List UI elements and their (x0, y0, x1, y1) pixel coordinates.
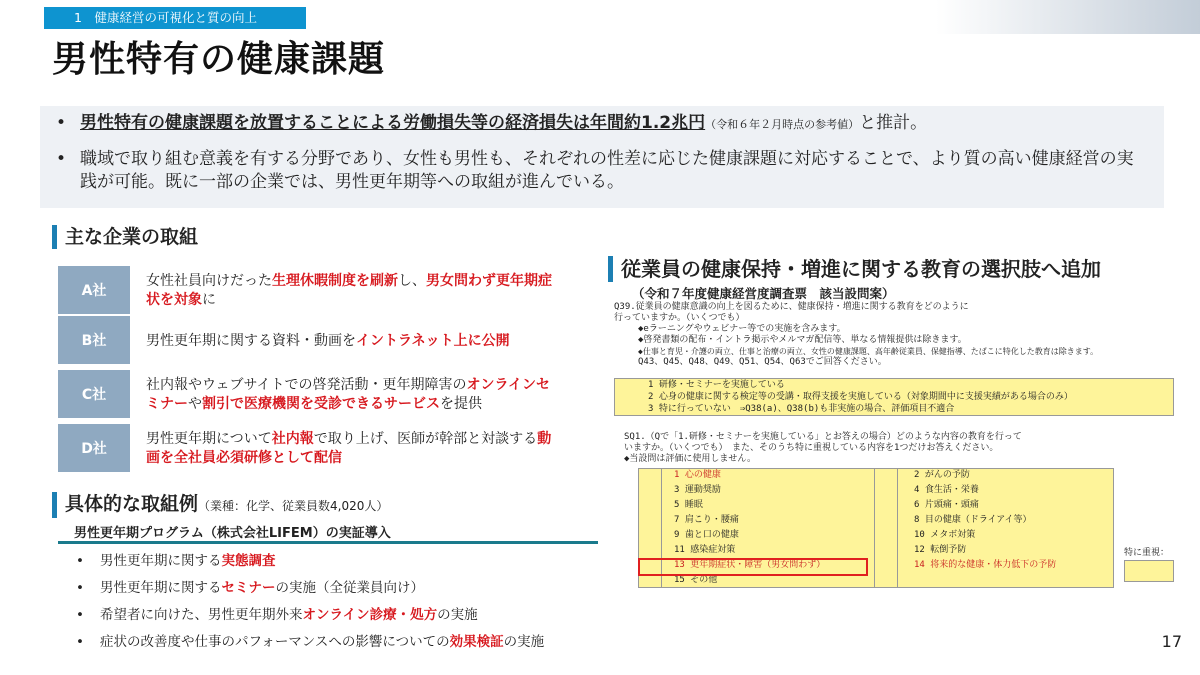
example-item-2: • 男性更年期に関するセミナーの実施（全従業員向け） (76, 580, 424, 596)
question-line: Q39.従業員の健康意識の向上を図るために、健康保持・増進に関する教育をどのように (614, 302, 969, 312)
answer-item-right: 12 転倒予防 (914, 545, 967, 555)
highlight-text: イントラネット上に公開 (356, 332, 510, 349)
program-title: 男性更年期プログラム（株式会社LIFEM）の実証導入 (74, 526, 391, 541)
answer-item-left: 7 肩こり・腰痛 (674, 515, 739, 525)
example-item-3: • 希望者に向けた、男性更年期外来オンライン診療・処方の実施 (76, 607, 478, 623)
loss-tail: と推計。 (859, 113, 928, 133)
subquestion-line: ◆当設問は評価に使用しません。 (624, 454, 756, 464)
example-text (76, 634, 544, 650)
priority-input (1124, 560, 1174, 582)
loss-note: （令和６年２月時点の参考値） (705, 118, 860, 131)
subquestion-line: いますか。（いくつでも） また、そのうち特に重視している内容を1つだけお答えください。 (624, 443, 999, 453)
section-tag: 1 健康経営の可視化と質の向上 (44, 7, 306, 29)
highlight-text: セミナー (221, 580, 276, 596)
body-text: 男性更年期に関する (100, 553, 222, 569)
body-text: 男性更年期について (146, 431, 272, 447)
answer-item-left: 13 更年期症状・障害（男女問わず） (674, 560, 826, 570)
answer-item-right: 10 メタボ対策 (914, 530, 976, 540)
company-row-c (58, 370, 563, 418)
divider (58, 541, 598, 544)
body-text: に (202, 292, 216, 308)
summary-bullet-2: • 職域で取り組む意義を有する分野であり、女性も男性も、それぞれの性差に応じた健康課題に対応することで、より質の高い健康経営の実践が可能。既に一部の企業では、男性更年期等への取組が進んでいる。 (56, 149, 1134, 192)
highlight-text: 効果検証 (449, 634, 504, 650)
example-text (76, 553, 276, 569)
specific-note: （業種：化学、従業員数4,020人） (198, 499, 389, 513)
option-line: 2 心身の健康に関する検定等の受講・取得支援を実施している（対象期間中に支援実績がある場合のみ） (648, 392, 1073, 402)
question-line: 行っていますか。（いくつでも） (614, 313, 745, 323)
company-label: C社 (58, 370, 130, 418)
answer-item-right: 2 がんの予防 (914, 470, 970, 480)
highlight-text: 男女問わず更年期症状を対象 (146, 273, 552, 308)
body-text: の実施（全従業員向け） (275, 580, 424, 596)
company-row-b (58, 316, 563, 364)
example-item-4: • 症状の改善度や仕事のパフォーマンスへの影響についての効果検証の実施 (76, 634, 545, 650)
summary-box (40, 106, 1164, 208)
body-text: し、 (398, 273, 426, 289)
body-text: を提供 (440, 396, 482, 412)
answer-item-left: 5 睡眠 (674, 500, 703, 510)
company-label: D社 (58, 424, 130, 472)
answer-item-left: 11 感染症対策 (674, 545, 736, 555)
body-text: の実施 (503, 634, 545, 650)
example-text (76, 580, 424, 596)
education-subtitle: （令和７年度健康経営度調査票 該当設問案） (632, 286, 895, 301)
question-line: ◆啓発書類の配布・イントラ掲示やメルマガ配信等、単なる情報提供は除きます。 (638, 335, 967, 345)
body-text: の実施 (437, 607, 478, 623)
company-row-d (58, 424, 563, 472)
highlight-text: 実態調査 (221, 553, 276, 569)
body-text: 女性社員向けだった (146, 273, 272, 289)
answer-item-right: 14 将来的な健康・体力低下の予防 (914, 560, 1057, 570)
answer-item-left: 15 その他 (674, 575, 718, 585)
highlight-text: 割引で医療機関を受診できるサービス (202, 396, 440, 412)
subquestion-line: SQ1.（Qで「1.研修・セミナーを実施している」とお答えの場合）どのような内容の教育を行って (624, 432, 1022, 442)
specific-title: 具体的な取組例 (65, 493, 199, 515)
answer-item-right: 6 片頭痛・頭痛 (914, 500, 979, 510)
summary-text-2: 職域で取り組む意義を有する分野であり、女性も男性も、それぞれの性差に応じた健康課題に対応することで、より質の高い健康経営の実践が可能。既に一部の企業では、男性更年期等への取組が進んでいる。 (80, 149, 1134, 192)
body-text: 希望者に向けた、男性更年期外来 (100, 607, 303, 623)
heading-specific-example (52, 492, 388, 518)
option-line: 3 特に行っていない ⇒Q38(a)、Q38(b)も非実施の場合、評価項目不適合 (648, 404, 955, 414)
summary-bullet-1: • 男性特有の健康課題を放置することによる労働損失等の経済損失は年間約1.2兆円（令和６年２月時点の参考値）と推計。 (56, 113, 928, 133)
loss-statement: 男性特有の健康課題を放置することによる労働損失等の経済損失は年間約1.2兆円 (80, 113, 706, 133)
question-line: ◆仕事と育児・介護の両立、仕事と治療の両立、女性の健康課題、高年齢従業員、保健指導、たばこに特化した教育は除きます。 (638, 347, 1099, 356)
company-label: A社 (58, 266, 130, 314)
heading-main-initiatives: 主な企業の取組 (52, 225, 198, 249)
heading-education: 従業員の健康保持・増進に関する教育の選択肢へ追加 (608, 256, 1101, 282)
company-text (130, 266, 563, 314)
body-text: で取り上げ、医師が幹部と対談する (313, 431, 538, 447)
answer-item-left: 1 心の健康 (674, 470, 721, 480)
answer-item-right: 4 食生活・栄養 (914, 485, 979, 495)
example-text (76, 607, 478, 623)
body-text: 症状の改善度や仕事のパフォーマンスへの影響についての (100, 634, 450, 650)
option-line: 1 研修・セミナーを実施している (648, 380, 785, 390)
answer-item-left: 3 運動奨励 (674, 485, 721, 495)
survey-question-image (614, 302, 1174, 584)
highlight-text: 生理休暇制度を刷新 (272, 273, 398, 289)
company-text (130, 370, 563, 418)
answer-item-right: 8 目の健康（ドライアイ等） (914, 515, 1032, 525)
highlight-text: オンラインセミナー (146, 377, 551, 412)
body-text: や (188, 396, 202, 412)
body-text: 男性更年期に関する資料・動画を (146, 332, 356, 349)
priority-label: 特に重視： (1124, 548, 1170, 558)
highlight-box (638, 558, 868, 576)
body-text: 社内報やウェブサイトでの啓発活動・更年期障害の (146, 377, 467, 393)
body-text: 男性更年期に関する (100, 580, 222, 596)
company-text (130, 424, 563, 472)
highlight-text: 社内報 (271, 431, 314, 447)
highlight-text: 動画を全社員必須研修として配信 (146, 431, 552, 466)
company-row-a (58, 266, 563, 314)
page-title: 男性特有の健康課題 (52, 39, 386, 80)
question-line: ◆eラーニングやウェビナー等での実施を含みます。 (638, 324, 846, 334)
question-line: Q43、Q45、Q48、Q49、Q51、Q54、Q63でご回答ください。 (638, 357, 887, 367)
page-number: 17 (1161, 632, 1182, 651)
checkbox-col-right (874, 468, 898, 588)
example-item-1: • 男性更年期に関する実態調査 (76, 553, 276, 569)
highlight-text: オンライン診療・処方 (302, 607, 438, 623)
company-label: B社 (58, 316, 130, 364)
answer-item-left: 9 歯と口の健康 (674, 530, 739, 540)
company-text (130, 316, 563, 364)
